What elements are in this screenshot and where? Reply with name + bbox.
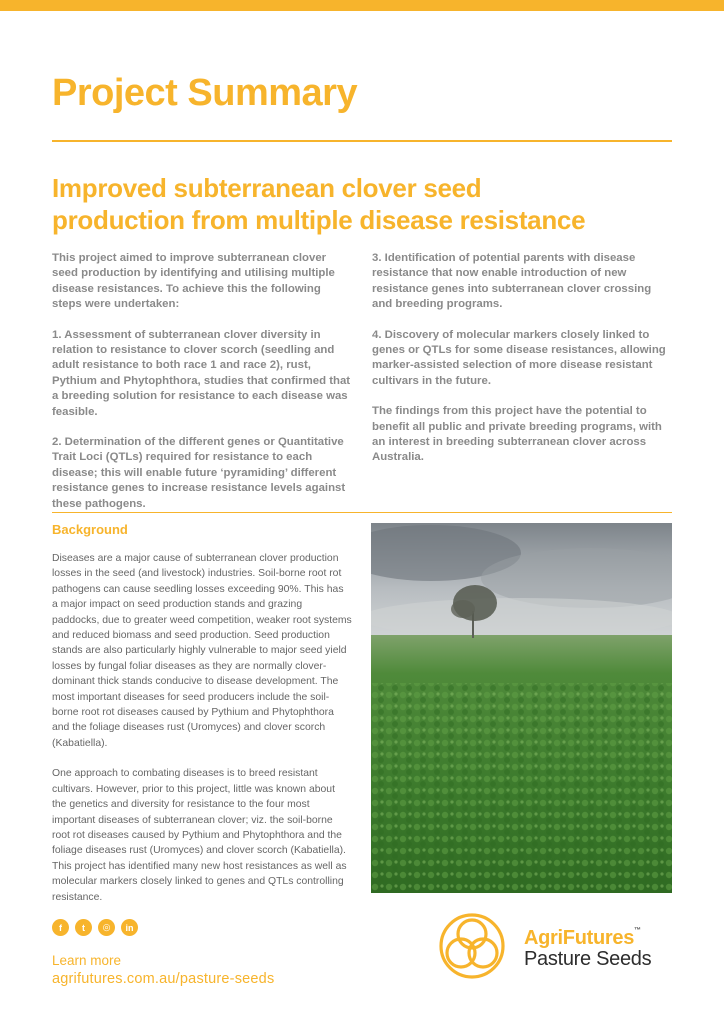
intro-right-column [372, 251, 672, 481]
step-2-paragraph: 2. Determination of the different genes or Quantitative Trait Loci (QTLs) required for resistance to each disease; this will enable future ‘pyramiding’ different resistance genes to increase resistance levels against these pathogens. [52, 436, 346, 510]
subtitle-line-2: production from multiple disease resistance [52, 205, 586, 235]
logo-agrifutures-text [524, 927, 641, 950]
twitter-icon[interactable]: t [75, 919, 92, 936]
step-3-paragraph: 3. Identification of potential parents with disease resistance that now enable introduction of new resistance genes into subterranean clover crossing and breeding programs. [372, 252, 652, 311]
background-body [52, 551, 352, 920]
step-4-paragraph: 4. Discovery of molecular markers closely linked to genes or QTLs for some disease resistances, allowing marker-assisted selection of more disease resistant cultivars in the future. [372, 328, 666, 387]
agrifutures-logo-icon [438, 912, 506, 980]
clover-field-photo [371, 523, 672, 893]
page-title: Project Summary [52, 72, 358, 114]
facebook-icon[interactable]: f [52, 919, 69, 936]
title-divider [52, 140, 672, 142]
logo-brand: AgriFutures [524, 927, 635, 949]
section-divider [52, 512, 672, 513]
intro-left-column [52, 251, 352, 527]
top-accent-bar [0, 0, 724, 11]
learn-more-label: Learn more [52, 953, 122, 968]
background-heading: Background [52, 522, 128, 537]
trademark-symbol: ™ [634, 927, 641, 934]
subtitle-line-1: Improved subterranean clover seed [52, 173, 482, 203]
logo-pasture-seeds-text: Pasture Seeds [524, 948, 652, 970]
instagram-icon[interactable]: ◎ [98, 919, 115, 936]
website-link[interactable]: agrifutures.com.au/pasture-seeds [52, 971, 275, 987]
step-1-paragraph: 1. Assessment of subterranean clover diversity in relation to resistance to clover scorch (seedling and adult resistance to both race 1 and race 2), rust, Pythium and Phytophthora, studies that confirmed that a breeding solution for resistance to each disease was feasible. [52, 328, 351, 418]
intro-paragraph: This project aimed to improve subterranean clover seed production by identifying and utilising multiple disease resistances. To achieve this the following steps were undertaken: [52, 252, 335, 311]
social-links [52, 919, 138, 936]
background-paragraph-1: Diseases are a major cause of subterranean clover production losses in the seed (and livestock) industries. Soil-borne root rot pathogens can cause seedling losses exceeding 90%. This has a major impact on seed production stands and grazing paddocks, due to greater weed competition, weaker root systems and reduced biomass and seed production. Seed production stands are also particularly highly vulnerable to major seed yield losses by fungal foliar diseases as they are normally clover-dominant thick stands conducive to disease development. The most important diseases for seed producers include the soil-borne root rot diseases caused by Pythium and Phytophthora and the foliage diseases rust (Uromyces) and clover scorch (Kabatiella). [52, 553, 352, 749]
linkedin-icon[interactable]: in [121, 919, 138, 936]
project-subtitle [52, 172, 672, 236]
findings-paragraph: The findings from this project have the potential to benefit all public and private breeding programs, with an interest in breeding subterranean clover across Australia. [372, 405, 662, 464]
background-paragraph-2: One approach to combating diseases is to breed resistant cultivars. However, prior to this project, little was known about the genetics and diversity for resistance to the four most important diseases of subterranean clover; viz. the soil-borne root rot diseases caused by Pythium and Phytophthora and the foliage diseases rust (Uromyces) and clover scorch (Kabatiella). This project has identified many new host resistances as well as molecular markers closely linked to genes and QTLs controlling resistance. [52, 768, 347, 903]
